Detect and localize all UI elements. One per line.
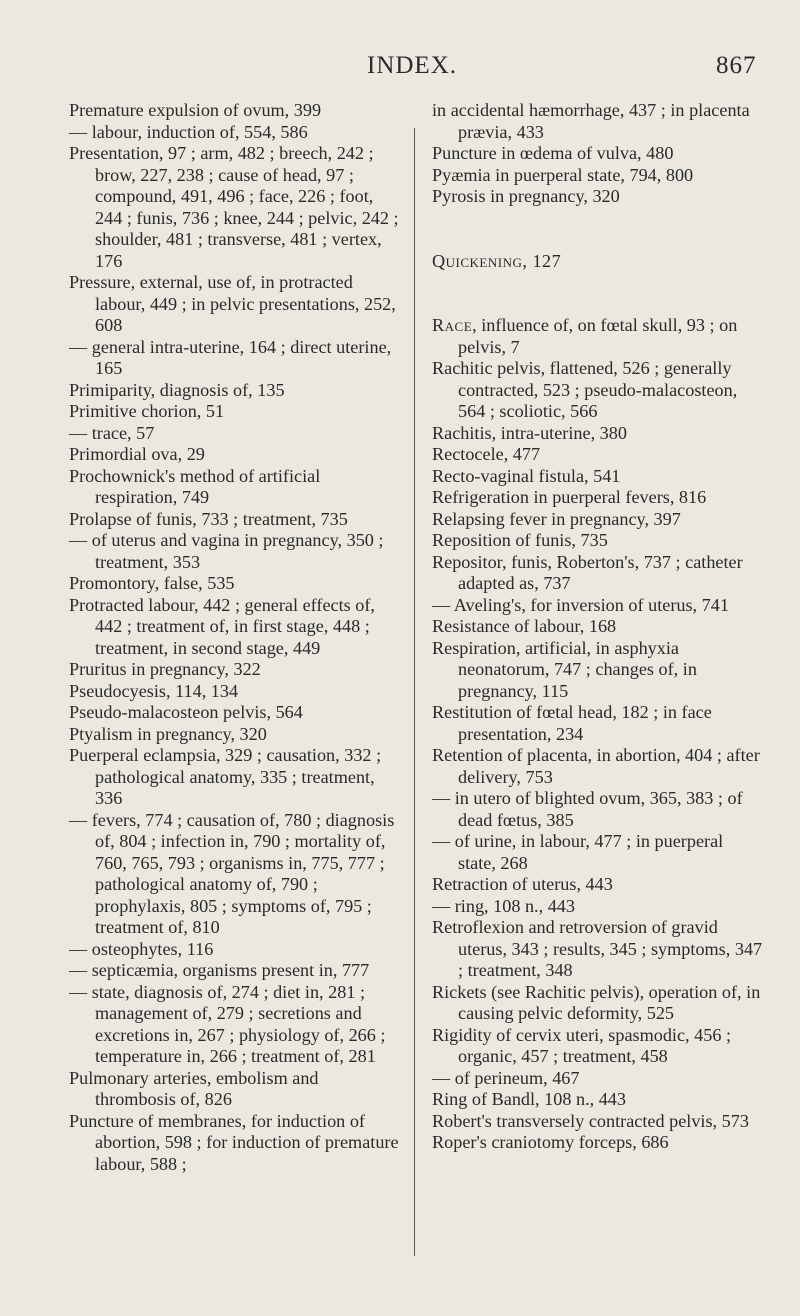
index-entry: Ring of Bandl, 108 n., 443 — [432, 1089, 626, 1109]
index-entry: Relapsing fever in pregnancy, 397 — [432, 508, 681, 529]
index-entry: Premature expulsion of ovum, 399 — [69, 100, 322, 120]
index-entry: Protracted labour, 442 ; general effects of, 442 ; treatment of, in first stage, 448 ; treatment, in second stage, 449 — [69, 594, 375, 658]
index-entry: Presentation, 97 ; arm, 482 ; breech, 242 ; brow, 227, 238 ; cause of head, 97 ; compound, 491, 496 ; face, 226 ; foot, 244 ; funis, 736 ; knee, 244 ; pelvic, 242 ; shoulder, 481 ; transverse, 481 ; vertex, 176 — [69, 143, 399, 271]
index-entry-quickening: Quickening, 127 — [432, 250, 562, 271]
index-entry: — state, diagnosis of, 274 ; diet in, 281 ; management of, 279 ; secretions and excretions in, 267 ; physiology of, 266 ; temperature in, 266 ; treatment of, 281 — [69, 981, 386, 1066]
index-entry: Recto-vaginal fistula, 541 — [432, 465, 621, 486]
index-entry: Puncture in œdema of vulva, 480 — [432, 143, 674, 163]
race-entry-text: , influence of, on fœtal skull, 93 ; on pelvis, 7 — [458, 315, 738, 357]
index-entry: — of uterus and vagina in pregnancy, 350 ; treatment, 353 — [69, 530, 384, 572]
index-entry: — of urine, in labour, 477 ; in puerperal state, 268 — [432, 831, 724, 873]
left-column — [69, 100, 399, 1175]
right-column — [432, 100, 764, 1154]
index-entry-race — [432, 315, 764, 358]
index-entry: Respiration, artificial, in asphyxia neonatorum, 747 ; changes of, in pregnancy, 115 — [432, 637, 697, 701]
section-gap — [432, 229, 764, 251]
index-entry: — in utero of blighted ovum, 365, 383 ; of dead fœtus, 385 — [432, 788, 743, 830]
page-number: 867 — [716, 52, 757, 79]
index-entry: Rickets (see Rachitic pelvis), operation of, in causing pelvic deformity, 525 — [432, 981, 761, 1023]
index-entry: Ptyalism in pregnancy, 320 — [69, 723, 267, 744]
column-divider — [414, 128, 415, 1256]
index-entry: Pressure, external, use of, in protracted labour, 449 ; in pelvic presentations, 252, 608 — [69, 272, 396, 335]
section-gap — [432, 272, 764, 294]
index-entry: Retraction of uterus, 443 — [432, 874, 613, 894]
section-gap — [432, 208, 764, 230]
index-entry: — ring, 108 n., 443 — [432, 895, 575, 916]
index-entry: — labour, induction of, 554, 586 — [69, 121, 308, 142]
index-entry-continuation: in accidental hæmorrhage, 437 ; in placenta prævia, 433 — [432, 100, 750, 142]
index-entry: — trace, 57 — [69, 422, 155, 443]
index-entry: — general intra-uterine, 164 ; direct uterine, 165 — [69, 336, 392, 378]
index-entry: Repositor, funis, Roberton's, 737 ; catheter adapted as, 737 — [432, 551, 743, 593]
index-entry: Rachitis, intra-uterine, 380 — [432, 422, 627, 443]
index-entry: Retroflexion and retroversion of gravid uterus, 343 ; results, 345 ; symptoms, 347 ; treatment, 348 — [432, 917, 763, 980]
section-gap — [432, 294, 764, 316]
index-entry: Primitive chorion, 51 — [69, 401, 225, 421]
index-entry: Retention of placenta, in abortion, 404 ; after delivery, 753 — [432, 745, 760, 787]
running-title: INDEX. — [367, 52, 458, 79]
index-entry: Resistance of labour, 168 — [432, 616, 617, 636]
index-entry: Primiparity, diagnosis of, 135 — [69, 379, 285, 400]
index-entry: Prochownick's method of artificial respiration, 749 — [69, 465, 321, 507]
index-entry: Primordial ova, 29 — [69, 444, 205, 464]
index-entry: Reposition of funis, 735 — [432, 530, 608, 550]
index-entry: Roper's craniotomy forceps, 686 — [432, 1132, 669, 1152]
index-entry: Restitution of fœtal head, 182 ; in face presentation, 234 — [432, 702, 712, 744]
index-entry: — osteophytes, 116 — [69, 938, 214, 959]
index-entry: Pruritus in pregnancy, 322 — [69, 659, 261, 679]
running-head — [0, 52, 800, 92]
index-entry: Puncture of membranes, for induction of abortion, 598 ; for induction of premature labour, 588 ; — [69, 1110, 399, 1174]
index-entry: Promontory, false, 535 — [69, 573, 235, 593]
section-letter-head: Race — [432, 315, 473, 335]
index-entry: — Aveling's, for inversion of uterus, 741 — [432, 594, 729, 615]
index-entry: Rigidity of cervix uteri, spasmodic, 456 ; organic, 457 ; treatment, 458 — [432, 1024, 732, 1066]
index-entry: — septicæmia, organisms present in, 777 — [69, 960, 370, 980]
index-entry: Puerperal eclampsia, 329 ; causation, 332 ; pathological anatomy, 335 ; treatment, 336 — [69, 745, 382, 808]
index-entry: Pyrosis in pregnancy, 320 — [432, 186, 620, 206]
index-entry: Prolapse of funis, 733 ; treatment, 735 — [69, 508, 348, 529]
index-entry: — fevers, 774 ; causation of, 780 ; diagnosis of, 804 ; infection in, 790 ; mortality of, 760, 765, 793 ; organisms in, 775, 777 ; pathological anatomy of, 790 ; prophylaxis, 805 ; symptoms of, 795 ; treatment of, 810 — [69, 809, 395, 937]
index-entry: Pyæmia in puerperal state, 794, 800 — [432, 164, 694, 185]
index-entry: Pseudocyesis, 114, 134 — [69, 680, 239, 701]
index-entry: Robert's transversely contracted pelvis, 573 — [432, 1110, 749, 1131]
index-entry: Rectocele, 477 — [432, 444, 541, 464]
index-entry: Pulmonary arteries, embolism and thrombosis of, 826 — [69, 1067, 319, 1109]
index-entry: Refrigeration in puerperal fevers, 816 — [432, 487, 707, 507]
index-entry: Pseudo-malacosteon pelvis, 564 — [69, 702, 303, 722]
index-entry: — of perineum, 467 — [432, 1067, 580, 1088]
index-entry: Rachitic pelvis, flattened, 526 ; generally contracted, 523 ; pseudo-malacosteon, 564 ; scoliotic, 566 — [432, 358, 738, 421]
